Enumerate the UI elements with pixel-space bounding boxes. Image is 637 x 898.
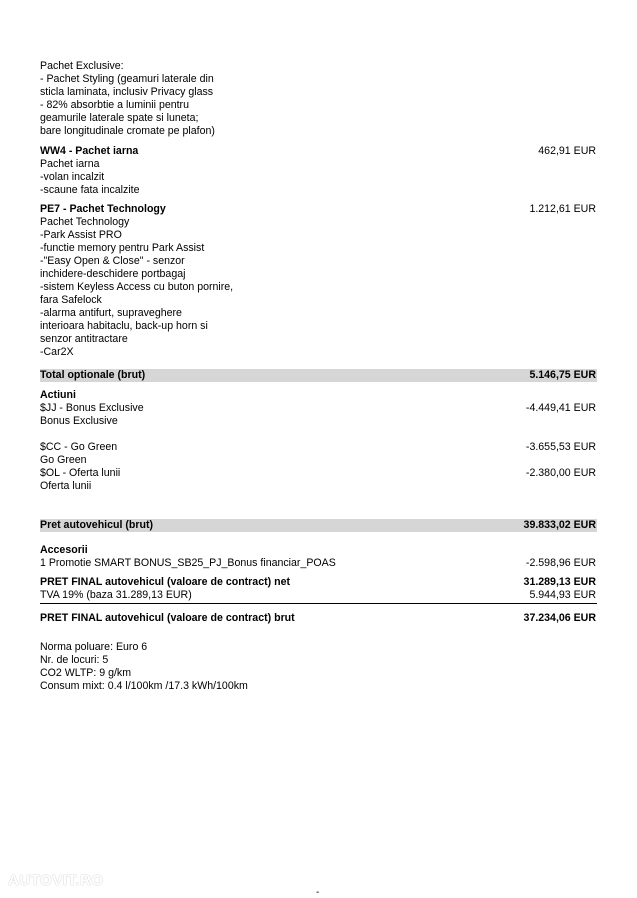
- discount-desc: Bonus Exclusive: [40, 415, 118, 427]
- text-line: -sistem Keyless Access cu buton pornire,: [40, 281, 234, 293]
- discount-value: -2.380,00 EUR: [525, 467, 596, 479]
- discount-desc: Oferta lunii: [40, 480, 92, 492]
- divider: [40, 603, 597, 604]
- discount-value: -3.655,53 EUR: [525, 441, 596, 453]
- text-line: Pachet Technology: [40, 216, 130, 228]
- accessory-value: -2.598,96 EUR: [525, 557, 596, 569]
- text-line: -Car2X: [40, 346, 74, 358]
- discount-code: $CC - Go Green: [40, 441, 118, 453]
- pret-brut-value: 39.833,02 EUR: [523, 519, 596, 531]
- text-line: bare longitudinale cromate pe plafon): [40, 125, 215, 137]
- final-brut-label: PRET FINAL autovehicul (valoare de contract) brut: [40, 612, 295, 624]
- total-optionale-label: Total optionale (brut): [40, 369, 146, 381]
- spec-line: CO2 WLTP: 9 g/km: [40, 667, 132, 679]
- text-line: Pachet Exclusive:: [40, 60, 124, 72]
- section-heading: Accesorii: [40, 544, 88, 556]
- text-line: Pachet iarna: [40, 158, 100, 170]
- text-line: inchidere-deschidere portbagaj: [40, 268, 186, 280]
- pret-brut-label: Pret autovehicul (brut): [40, 519, 154, 531]
- discount-desc: Go Green: [40, 454, 87, 466]
- text-line: - Pachet Styling (geamuri laterale din: [40, 73, 214, 85]
- discount-code: $OL - Oferta lunii: [40, 467, 121, 479]
- tva-value: 5.944,93 EUR: [529, 589, 596, 601]
- total-optionale-value: 5.146,75 EUR: [529, 369, 596, 381]
- discount-code: $JJ - Bonus Exclusive: [40, 402, 144, 414]
- text-line: geamurile laterale spate si luneta;: [40, 112, 199, 124]
- spec-line: Nr. de locuri: 5: [40, 654, 109, 666]
- spec-line: Consum mixt: 0.4 l/100km /17.3 kWh/100km: [40, 680, 248, 692]
- final-net-label: PRET FINAL autovehicul (valoare de contract) net: [40, 576, 290, 588]
- text-line: -scaune fata incalzite: [40, 184, 140, 196]
- text-line: fara Safelock: [40, 294, 102, 306]
- accessory-item: 1 Promotie SMART BONUS_SB25_PJ_Bonus financiar_POAS: [40, 557, 336, 569]
- text-line: -alarma antifurt, supraveghere: [40, 307, 182, 319]
- discount-value: -4.449,41 EUR: [525, 402, 596, 414]
- final-brut-value: 37.234,06 EUR: [523, 612, 596, 624]
- section-heading: Actiuni: [40, 389, 76, 401]
- package-title: WW4 - Pachet iarna: [40, 145, 139, 157]
- text-line: sticla laminata, inclusiv Privacy glass: [40, 86, 214, 98]
- watermark-logo: AUTOVIT.RO: [8, 872, 104, 889]
- spec-line: Norma poluare: Euro 6: [40, 641, 148, 653]
- text-line: - 82% absorbtie a luminii pentru: [40, 99, 189, 111]
- page-mark: -: [316, 887, 320, 898]
- final-net-value: 31.289,13 EUR: [523, 576, 596, 588]
- text-line: -functie memory pentru Park Assist: [40, 242, 205, 254]
- text-line: -volan incalzit: [40, 171, 105, 183]
- text-line: interioara habitaclu, back-up horn si: [40, 320, 208, 332]
- tva-label: TVA 19% (baza 31.289,13 EUR): [40, 589, 192, 601]
- text-line: -Park Assist PRO: [40, 229, 122, 241]
- package-title: PE7 - Pachet Technology: [40, 203, 166, 215]
- text-line: -"Easy Open & Close" - senzor: [40, 255, 185, 267]
- text-line: senzor antitractare: [40, 333, 128, 345]
- package-price: 462,91 EUR: [538, 145, 596, 157]
- package-price: 1.212,61 EUR: [529, 203, 596, 215]
